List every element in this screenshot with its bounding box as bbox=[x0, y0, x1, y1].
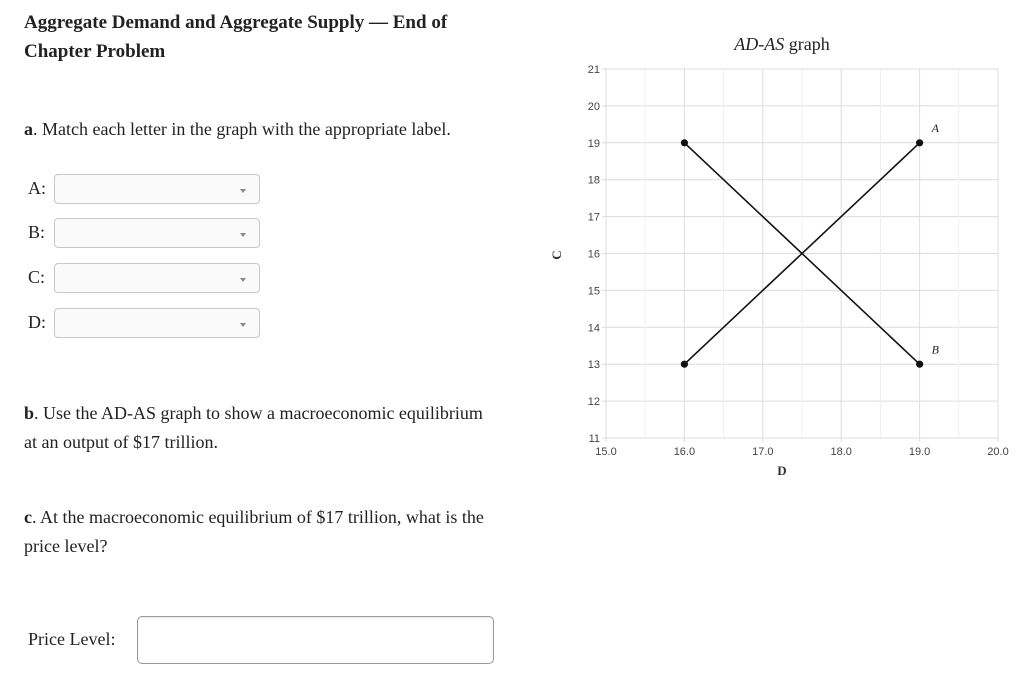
ad-as-graph[interactable] bbox=[540, 20, 1020, 490]
curve-label-b: B bbox=[931, 342, 939, 357]
y-tick-label: 20 bbox=[587, 100, 600, 113]
x-tick-label: 18.0 bbox=[830, 446, 852, 458]
y-tick-label: 11 bbox=[588, 433, 600, 445]
chevron-down-icon bbox=[240, 278, 246, 282]
chart-title bbox=[733, 34, 829, 54]
question-c-letter: c bbox=[24, 507, 32, 527]
dropdown-a[interactable] bbox=[54, 174, 260, 204]
label-d: D: bbox=[28, 312, 46, 332]
label-b: B: bbox=[28, 222, 46, 242]
x-tick-labels bbox=[595, 446, 1008, 458]
curve-a-point[interactable] bbox=[916, 139, 923, 146]
chevron-down-icon bbox=[240, 233, 246, 237]
x-tick-label: 16.0 bbox=[673, 446, 696, 458]
question-a-text: . Match each letter in the graph with the appropriate label. bbox=[33, 119, 451, 139]
curve-a-point[interactable] bbox=[681, 361, 688, 368]
question-c-text: . At the macroeconomic equilibrium of $17 trillion, what is the price level? bbox=[24, 507, 484, 556]
question-b-text: . Use the AD-AS graph to show a macroeconomic equilibrium at an output of $17 trillion. bbox=[24, 403, 483, 452]
question-c bbox=[24, 503, 504, 560]
chart-title-rest: graph bbox=[784, 34, 830, 54]
x-tick-label: 17.0 bbox=[752, 446, 774, 458]
question-a-letter: a bbox=[24, 119, 33, 139]
curve-b-point[interactable] bbox=[916, 361, 923, 368]
question-b-letter: b bbox=[24, 403, 35, 423]
x-axis-label: D bbox=[777, 463, 787, 478]
y-tick-label: 12 bbox=[587, 396, 600, 409]
dropdown-b[interactable] bbox=[54, 218, 260, 248]
y-tick-label: 17 bbox=[587, 211, 600, 224]
curves[interactable] bbox=[681, 121, 940, 368]
y-tick-labels bbox=[588, 64, 600, 445]
y-tick-label: 14 bbox=[587, 322, 600, 335]
chart-title-italic: AD-AS bbox=[734, 34, 785, 54]
curve-b-point[interactable] bbox=[681, 139, 688, 146]
y-tick-label: 21 bbox=[587, 64, 600, 76]
y-tick-label: 18 bbox=[587, 174, 600, 187]
label-c: C: bbox=[28, 267, 46, 287]
dropdown-d[interactable] bbox=[54, 308, 260, 338]
page-title: Aggregate Demand and Aggregate Supply — End of Chapter Problem bbox=[24, 12, 448, 62]
dropdown-c[interactable] bbox=[54, 263, 260, 293]
y-tick-label: 19 bbox=[587, 137, 600, 150]
price-level-input[interactable] bbox=[137, 616, 494, 664]
y-tick-label: 16 bbox=[587, 248, 600, 261]
chevron-down-icon bbox=[240, 189, 246, 193]
question-a bbox=[24, 115, 494, 144]
y-tick-label: 15 bbox=[587, 285, 600, 298]
x-tick-label: 20.0 bbox=[987, 446, 1009, 458]
y-axis-label: C bbox=[549, 250, 564, 260]
chevron-down-icon bbox=[240, 323, 246, 327]
label-a: A: bbox=[28, 178, 46, 198]
x-tick-label: 19.0 bbox=[908, 446, 931, 458]
y-tick-label: 13 bbox=[587, 359, 600, 372]
price-level-label: Price Level: bbox=[28, 629, 116, 649]
question-b bbox=[24, 399, 494, 456]
x-tick-label: 15.0 bbox=[595, 446, 617, 458]
curve-label-a: A bbox=[931, 121, 939, 136]
